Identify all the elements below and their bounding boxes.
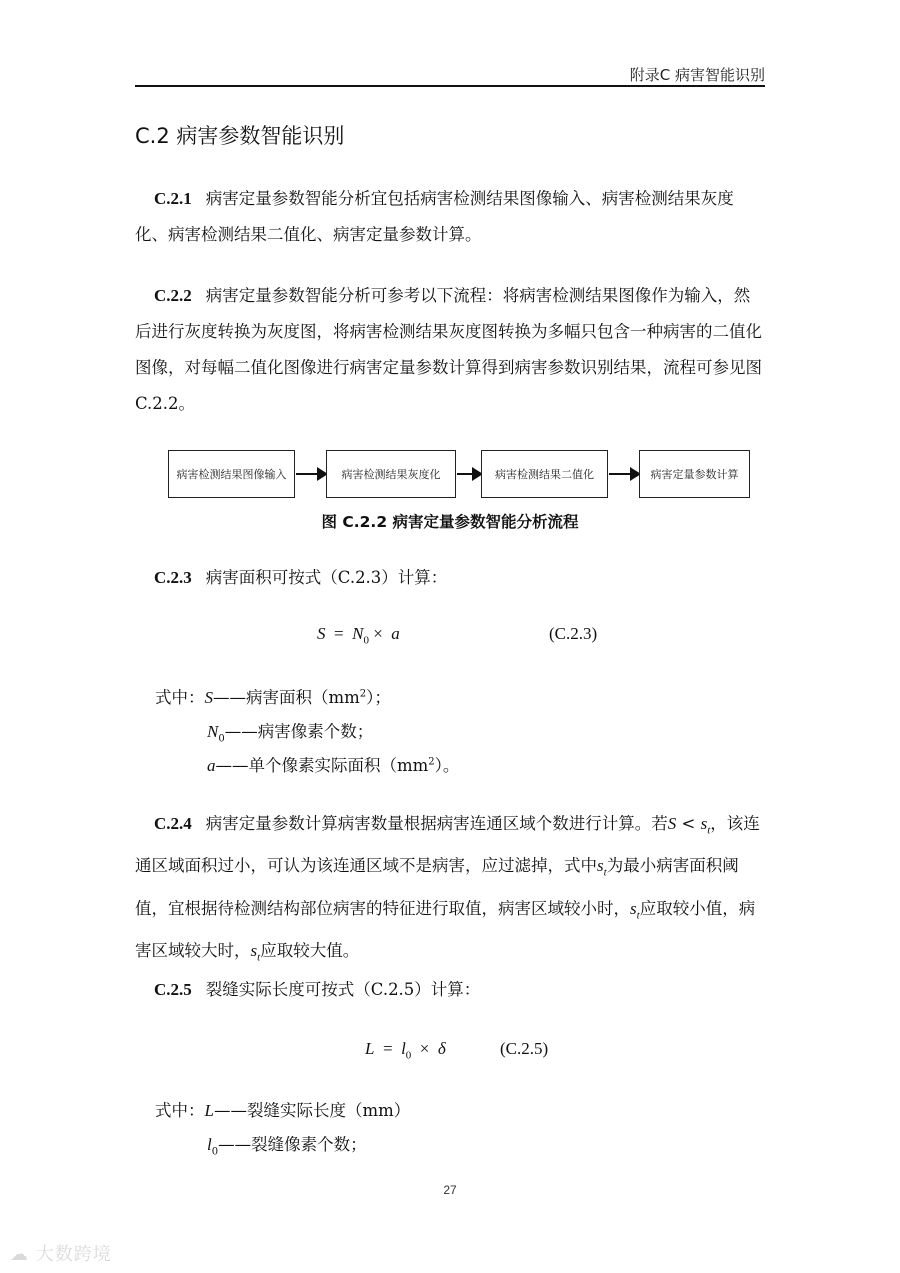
flow-arrow: [457, 473, 481, 475]
clause-number: C.2.1: [154, 189, 192, 208]
where-desc: ——病害像素个数；: [224, 722, 374, 741]
where-prefix: 式中：: [155, 688, 205, 707]
clause-c-2-1: [135, 181, 765, 253]
formula-c-2-5: $L = l_0 \times \delta$: [365, 1039, 446, 1062]
where-desc: ——裂缝实际长度（mm）: [213, 1101, 411, 1120]
where-line-l0: $l_0——$裂缝像素个数；: [207, 1135, 367, 1158]
flowchart: [168, 450, 750, 500]
flow-step-input: 病害检测结果图像输入: [168, 450, 295, 498]
clause-text: 病害定量参数计算病害数量根据病害连通区域个数进行计算。若: [205, 814, 668, 833]
where-desc: ——裂缝像素个数；: [218, 1135, 367, 1154]
clause-text: ，该连通区域面积过小，可认为该连通区域不是病害，应过滤掉，式中: [135, 814, 760, 876]
where-line-s: 式中：S——病害面积$(mm^2)$；: [155, 688, 391, 707]
where-line-l: 式中：L——裂缝实际长度（mm）: [155, 1101, 411, 1120]
clause-text: 应取较大值。: [260, 941, 360, 961]
clause-text: 病害定量参数智能分析宜包括病害检测结果图像输入、病害检测结果灰度化、病害检测结果二值化、病害定量参数计算。: [135, 189, 734, 244]
flow-step-grayscale: 病害检测结果灰度化: [326, 450, 456, 498]
clause-c-2-5: [135, 972, 765, 1008]
where-end: ）；: [366, 688, 391, 707]
section-title: C.2 病害参数智能识别: [135, 124, 345, 148]
clause-number: C.2.4: [154, 814, 192, 833]
clause-text: 为最小病害面积阈值，宜根据待检测结构部位病害的特征进行取值，病害区域较小时，: [135, 856, 739, 918]
flow-arrow: [609, 473, 639, 475]
running-header: 附录C 病害智能识别: [629, 66, 765, 84]
clause-text: 应取较小值，病害区域较大时，: [135, 898, 756, 961]
page-number: 27: [443, 1183, 457, 1197]
header-rule: [135, 85, 765, 87]
watermark-text: 大数跨境: [35, 1244, 112, 1265]
formula-c-2-3: $S = N_0 \times a$: [317, 624, 400, 647]
flow-step-binarize: 病害检测结果二值化: [481, 450, 608, 498]
where-line-a: a——单个像素实际面积$(mm^2)$。: [207, 756, 460, 775]
where-desc: ——病害面积（mm: [213, 688, 360, 707]
clause-c-2-2: [135, 278, 765, 422]
watermark-logo: [10, 1240, 112, 1266]
where-prefix: 式中：: [155, 1101, 205, 1120]
figure-caption: 图 C.2.2 病害定量参数智能分析流程: [321, 513, 579, 531]
flow-arrow: [296, 473, 326, 475]
formula-label: (C.2.3): [549, 624, 598, 643]
clause-c-2-3: [135, 560, 765, 596]
clause-number: C.2.2: [154, 286, 192, 305]
clause-number: C.2.5: [154, 980, 192, 999]
clause-number: C.2.3: [154, 568, 192, 587]
where-end: ）。: [434, 756, 460, 775]
clause-text: 病害定量参数智能分析可参考以下流程：将病害检测结果图像作为输入，然后进行灰度转换为灰度图，将病害检测结果灰度图转换为多幅只包含一种病害的二值化图像，对每幅二值化图像进行病害定量参数计算得到病害参数识别结果，流程可参见图 C.2.2。: [135, 286, 762, 413]
clause-text: 病害面积可按式（C.2.3）计算：: [205, 568, 448, 587]
formula-label: (C.2.5): [500, 1039, 549, 1058]
where-desc: ——单个像素实际面积（mm: [215, 756, 429, 775]
where-line-n0: $N_0——$病害像素个数；: [207, 722, 374, 745]
clause-text: 裂缝实际长度可按式（C.2.5）计算：: [205, 980, 481, 999]
watermark-icon: ☁: [10, 1244, 29, 1265]
clause-c-2-4: C.2.4 病害定量参数计算病害数量根据病害连通区域个数进行计算。若$S < s_t$，该连通区域面积过小，可认为该连通区域不是病害，应过滤掉，式中$s_t$为最小病害面积阈值，宜根据待检测结构部位病害的特征进行取值，病害区域较小时，$s_t$应取较小值，病害区域较大时，$s_t$应取较大值。: [135, 814, 760, 964]
flow-step-compute: 病害定量参数计算: [639, 450, 750, 498]
